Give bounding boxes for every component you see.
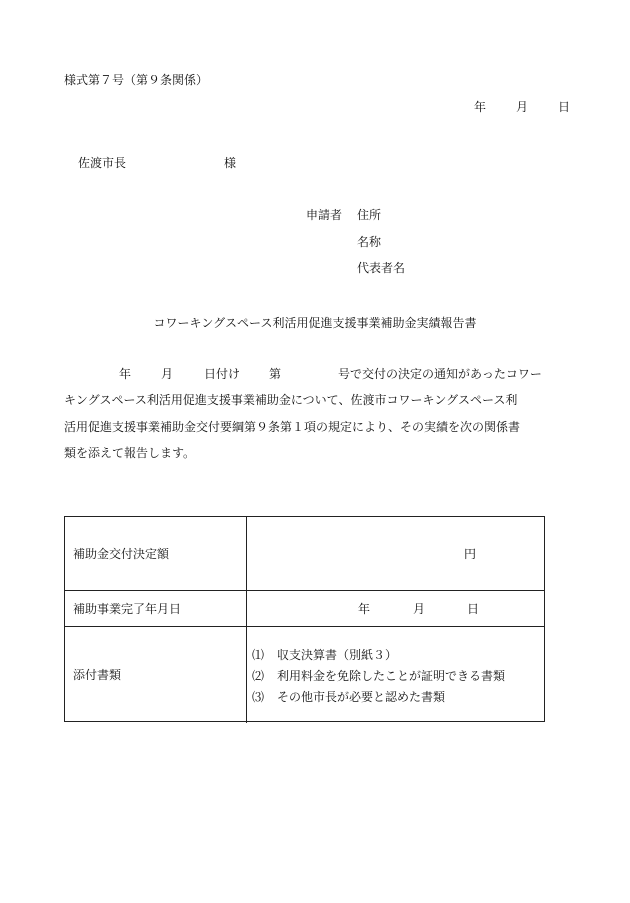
body-number-prefix: 第 [269,367,282,381]
body-line-1-text: 号で交付の決定の通知があったコワー [338,367,542,381]
column-divider [246,627,247,723]
completion-day: 日 [467,602,480,616]
date-month: 月 [515,100,528,114]
grant-amount-unit: 円 [464,547,477,561]
completion-date-label: 補助事業完了年月日 [73,602,182,616]
document-title: コワーキングスペース利活用促進支援事業補助金実績報告書 [153,316,477,330]
attachment-item [252,648,397,662]
attachment-item [252,669,505,683]
addressee-honorific: 様 [224,156,237,170]
attachment-number: ⑶ [252,690,265,704]
attachment-text: 収支決算書（別紙３） [277,648,398,662]
form-number: 様式第７号（第９条関係） [64,73,209,87]
date-day: 日 [557,100,570,114]
grant-amount-label: 補助金交付決定額 [73,547,170,561]
column-divider [246,591,247,626]
table-row-attachments [65,627,544,723]
body-day: 日付け [204,367,241,381]
date-year: 年 [474,100,487,114]
applicant-label: 申請者 [306,208,343,222]
completion-month: 月 [413,602,426,616]
applicant-representative-label: 代表者名 [357,261,406,275]
table-row-completion-date [65,591,544,627]
completion-year: 年 [358,602,371,616]
report-table [64,516,545,722]
table-row-grant-amount [65,517,544,591]
column-divider [246,517,247,590]
body-line-4: 類を添えて報告します。 [64,446,196,460]
applicant-name-label: 名称 [357,235,382,249]
attachment-item [252,690,445,704]
attachment-text: その他市長が必要と認めた書類 [277,690,446,704]
attachment-number: ⑴ [252,648,265,662]
body-month: 月 [161,367,174,381]
body-line-2: キングスペース利活用促進支援事業補助金について、佐渡市コワーキングスペース利 [64,393,518,407]
attachments-label: 添付書類 [73,668,122,682]
attachment-number: ⑵ [252,669,265,683]
attachment-text: 利用料金を免除したことが証明できる書類 [277,669,506,683]
body-year: 年 [119,367,132,381]
submission-date [474,100,570,114]
applicant-address-label: 住所 [357,208,382,222]
body-line-3: 活用促進支援事業補助金交付要綱第９条第１項の規定により、その実績を次の関係書 [64,420,521,434]
addressee-name: 佐渡市長 [78,156,127,170]
